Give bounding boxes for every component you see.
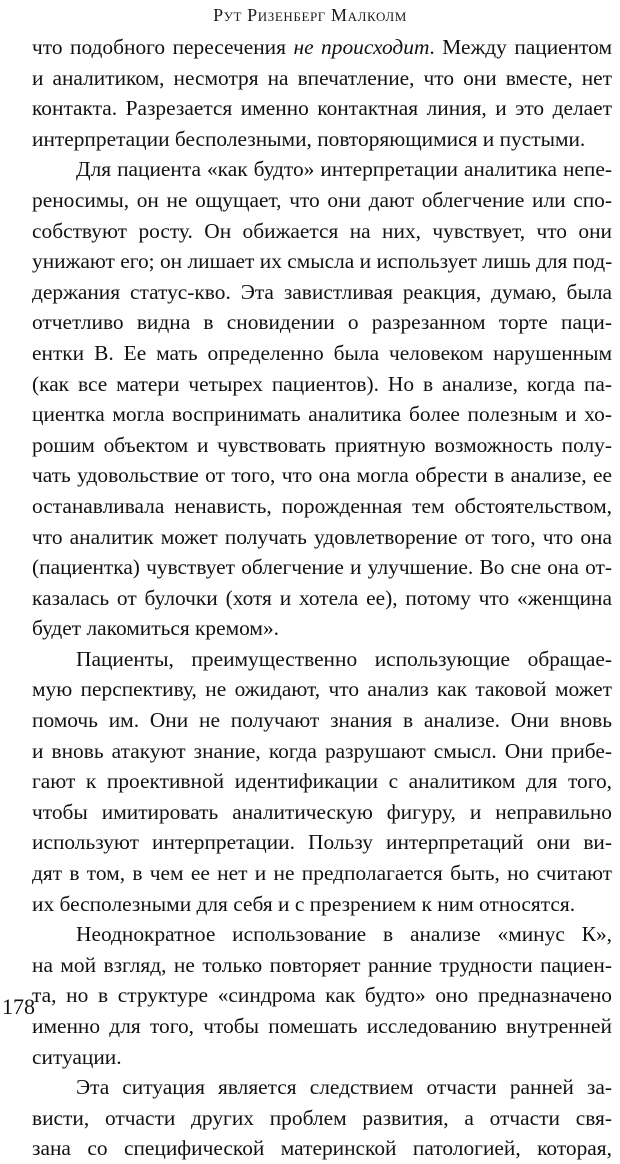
text-line: (пациентка) чувствует облегчение и улучшение. Во сне она от- — [32, 555, 612, 580]
text-line: унижают его; он лишает их смысла и использует лишь для под- — [32, 249, 613, 274]
text-line: их бесполезными для себя и с презрением к ним относятся. — [32, 891, 576, 916]
text-line: чать удовольствие от того, что она могла обрести в анализе, ее — [32, 463, 612, 488]
paragraph — [32, 154, 612, 644]
text-line: реносимы, он не ощущает, что они дают облегчение или спо- — [32, 187, 612, 212]
text-line: что подобного пересечения не происходит. Между пациентом — [32, 35, 612, 59]
text-line: держания статус-кво. Эта завистливая реакция, думаю, была — [32, 279, 612, 304]
body-text — [32, 32, 612, 1164]
text-line: висти, отчасти других проблем развития, а отчасти свя- — [32, 1105, 612, 1130]
text-line: используют интерпретации. Пользу интерпретаций они ви- — [32, 830, 612, 855]
text-line: Пациенты, преимущественно использующие обращае- — [76, 646, 612, 671]
emphasis: не происходит — [293, 35, 430, 59]
text-line: мую перспективу, не ожидают, что анализ как таковой может — [32, 677, 612, 702]
text-line: рошим объектом и чувствовать приятную возможность полу- — [32, 432, 612, 457]
text-line: останавливала ненависть, порожденная тем обстоятельством, — [32, 493, 612, 518]
text-line: зана со специфической материнской патологией, которая, — [32, 1136, 612, 1161]
text-line: ситуации. — [32, 1044, 122, 1069]
text-line: гают к проективной идентификации с аналитиком для того, — [32, 769, 612, 794]
page-number: 178 — [2, 994, 35, 1019]
paragraph — [32, 644, 612, 919]
paragraph — [32, 32, 612, 154]
text-line: Эта ситуация является следствием отчасти ранней за- — [76, 1075, 612, 1100]
text-line: помочь им. Они не получают знания в анализе. Они вновь — [32, 708, 612, 733]
text-line: ентки В. Ее мать определенно была человеком нарушенным — [32, 340, 612, 365]
text-line: и аналитиком, несмотря на впечатление, что они вместе, нет — [32, 65, 612, 90]
text-line: собствуют росту. Он обижается на них, чувствует, что они — [32, 218, 612, 243]
text-line: казалась от булочки (хотя и хотела ее), потому что «женщина — [32, 585, 612, 610]
running-head: Рут Ризенберг Малколм — [213, 5, 407, 25]
text-line: именно для того, чтобы помешать исследованию внутренней — [32, 1014, 612, 1038]
text-line: чтобы имитировать аналитическую фигуру, и неправильно — [32, 799, 612, 824]
paragraph — [32, 1072, 612, 1164]
paragraph — [32, 919, 612, 1072]
text-line: циентка могла воспринимать аналитика более полезным и хо- — [32, 402, 612, 427]
text-line: отчетливо видна в сновидении о разрезанном торте паци- — [32, 310, 612, 335]
text-line: та, но в структуре «синдрома как будто» оно предназначено — [32, 983, 612, 1008]
text-line: что аналитик может получать удовлетворение от того, что она — [32, 524, 612, 549]
text-line: (как все матери четырех пациентов). Но в анализе, когда па- — [32, 371, 612, 396]
text-line: и вновь атакуют знание, когда разрушают смысл. Они прибе- — [32, 738, 612, 763]
text-line: будет лакомиться кремом». — [32, 616, 280, 641]
text-line: контакта. Разрезается именно контактная линия, и это делает — [32, 96, 612, 121]
text-line: дят в том, в чем ее нет и не предполагается быть, но считают — [32, 861, 612, 886]
text-line: на мой взгляд, не только повторяет ранние трудности пациен- — [32, 952, 612, 977]
text-line: Неоднократное использование в анализе «минус К», — [76, 922, 612, 947]
text-line: Для пациента «как будто» интерпретации аналитика непе- — [76, 157, 612, 182]
text-line: интерпретации бесполезными, повторяющимися и пустыми. — [32, 126, 586, 151]
